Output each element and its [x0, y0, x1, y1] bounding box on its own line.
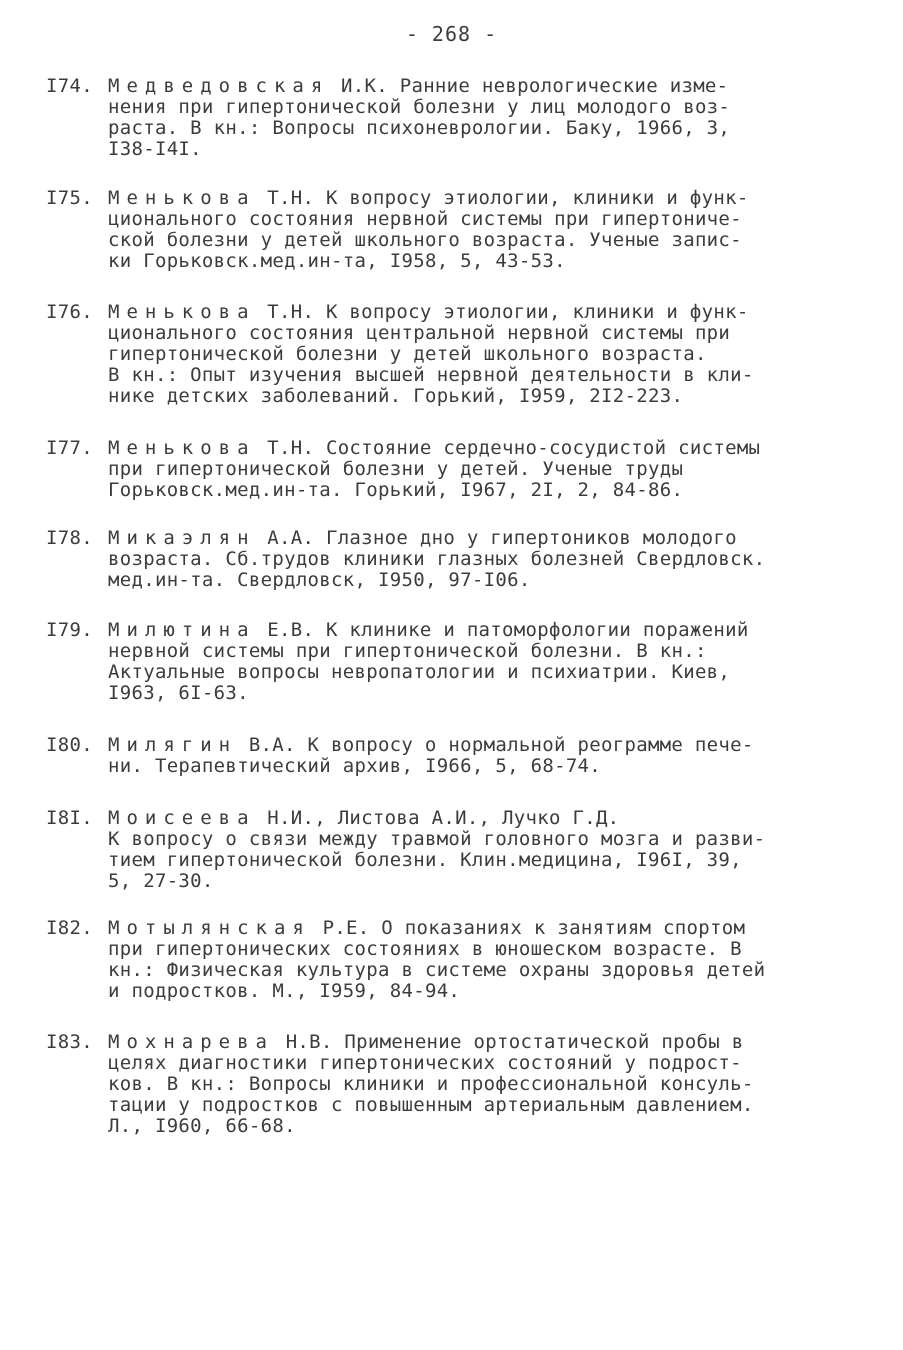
entry-line: тации у подростков с повышенным артериальным давлением.	[108, 1094, 754, 1116]
entry-line: Менькова Т.Н. Состояние сердечно-сосудистой системы	[108, 437, 761, 459]
entry-author: Моисеева	[108, 807, 256, 829]
bibliography-entry	[46, 76, 856, 160]
entry-line: Менькова Т.Н. К вопросу этиологии, клиники и функ-	[108, 187, 749, 209]
entry-line: Мотылянская Р.Е. О показаниях к занятиям спортом	[108, 917, 746, 939]
entry-author: Менькова	[108, 301, 256, 323]
entry-text	[108, 188, 856, 272]
entry-line: ской болезни у детей школьного возраста. Ученые запис-	[108, 229, 742, 251]
entry-line: ционального состояния нервной системы при гипертониче-	[108, 208, 742, 230]
entry-text	[108, 302, 856, 407]
entry-line: гипертонической болезни у детей школьного возраста.	[108, 343, 707, 365]
entry-line: Горьковск.мед.ин-та. Горький, I967, 2I, 2, 84-86.	[108, 479, 684, 501]
entry-author: Менькова	[108, 437, 256, 459]
entry-line: ни. Терапевтический архив, I966, 5, 68-74.	[108, 755, 602, 777]
bibliography-entry	[46, 808, 856, 892]
entry-line: ков. В кн.: Вопросы клиники и профессиональной консуль-	[108, 1073, 754, 1095]
entry-line: Менькова Т.Н. К вопросу этиологии, клиники и функ-	[108, 301, 749, 323]
entry-number: I83.	[46, 1031, 93, 1053]
entry-text	[108, 528, 856, 591]
entry-line: Микаэлян А.А. Глазное дно у гипертоников молодого	[108, 527, 737, 549]
entry-text	[108, 808, 856, 892]
entry-line: и подростков. М., I959, 84-94.	[108, 980, 461, 1002]
entry-line: ционального состояния центральной нервной системы при	[108, 322, 731, 344]
entry-line: нервной системы при гипертонической болезни. В кн.:	[108, 640, 707, 662]
entry-line: 5, 27-30.	[108, 870, 214, 892]
bibliography-entry	[46, 302, 856, 407]
entry-line: при гипертонических состояниях в юношеском возрасте. В	[108, 938, 742, 960]
entry-number: I76.	[46, 301, 93, 323]
entry-text	[108, 735, 856, 777]
entry-line: ки Горьковск.мед.ин-та, I958, 5, 43-53.	[108, 250, 566, 272]
entry-number: I77.	[46, 437, 93, 459]
bibliography-entry	[46, 438, 856, 501]
entry-text	[108, 918, 856, 1002]
entry-line: раста. В кн.: Вопросы психоневрологии. Баку, 1966, 3,	[108, 117, 731, 139]
entry-text	[108, 620, 856, 704]
entry-number: I8I.	[46, 807, 93, 829]
entry-line: К вопросу о связи между травмой головного мозга и разви-	[108, 828, 766, 850]
entry-line: кн.: Физическая культура в системе охраны здоровья детей	[108, 959, 766, 981]
entry-line: нения при гипертонической болезни у лиц молодого воз-	[108, 96, 731, 118]
entry-line: I963, 6I-63.	[108, 682, 249, 704]
entry-line: тием гипертонической болезни. Клин.медицина, I96I, 39,	[108, 849, 742, 871]
entry-text	[108, 438, 856, 501]
entry-author: Мохнарева	[108, 1031, 274, 1053]
entry-author: Медведовская	[108, 75, 330, 97]
entry-author: Милютина	[108, 619, 256, 641]
entry-line: Моисеева Н.И., Листова А.И., Лучко Г.Д.	[108, 807, 620, 829]
entry-text	[108, 76, 856, 160]
page-number: - 268 -	[405, 22, 498, 46]
entry-line: возраста. Сб.трудов клиники глазных болезней Свердловск.	[108, 548, 766, 570]
entry-line: целях диагностики гипертонических состояний у подрост-	[108, 1052, 742, 1074]
entry-author: Микаэлян	[108, 527, 256, 549]
entry-line: Мохнарева Н.В. Применение ортостатической пробы в	[108, 1031, 744, 1053]
entry-number: I74.	[46, 75, 93, 97]
bibliography-entry	[46, 528, 856, 591]
entry-line: при гипертонической болезни у детей. Ученые труды	[108, 458, 684, 480]
entry-number: I78.	[46, 527, 93, 549]
entry-line: Л., I960, 66-68.	[108, 1115, 296, 1137]
bibliography-entry	[46, 188, 856, 272]
entry-text	[108, 1032, 856, 1137]
entry-author: Мотылянская	[108, 917, 311, 939]
entry-line: I38-I4I.	[108, 138, 202, 160]
entry-author: Милягин	[108, 734, 238, 756]
entry-line: Актуальные вопросы невропатологии и психиатрии. Киев,	[108, 661, 731, 683]
entry-author: Менькова	[108, 187, 256, 209]
entry-number: I75.	[46, 187, 93, 209]
entry-number: I82.	[46, 917, 93, 939]
entry-line: Милютина Е.В. К клинике и патоморфологии поражений	[108, 619, 749, 641]
bibliography-entry	[46, 918, 856, 1002]
entry-line: нике детских заболеваний. Горький, I959, 2I2-223.	[108, 385, 684, 407]
bibliography-entry	[46, 735, 856, 777]
entry-line: мед.ин-та. Свердловск, I950, 97-I06.	[108, 569, 531, 591]
entry-line: В кн.: Опыт изучения высшей нервной деятельности в кли-	[108, 364, 754, 386]
entry-number: I80.	[46, 734, 93, 756]
entry-number: I79.	[46, 619, 93, 641]
bibliography-entry	[46, 1032, 856, 1137]
entry-line: Медведовская И.К. Ранние неврологические изме-	[108, 75, 729, 97]
bibliography-entry	[46, 620, 856, 704]
entry-line: Милягин В.А. К вопросу о нормальной реограмме пече-	[108, 734, 754, 756]
